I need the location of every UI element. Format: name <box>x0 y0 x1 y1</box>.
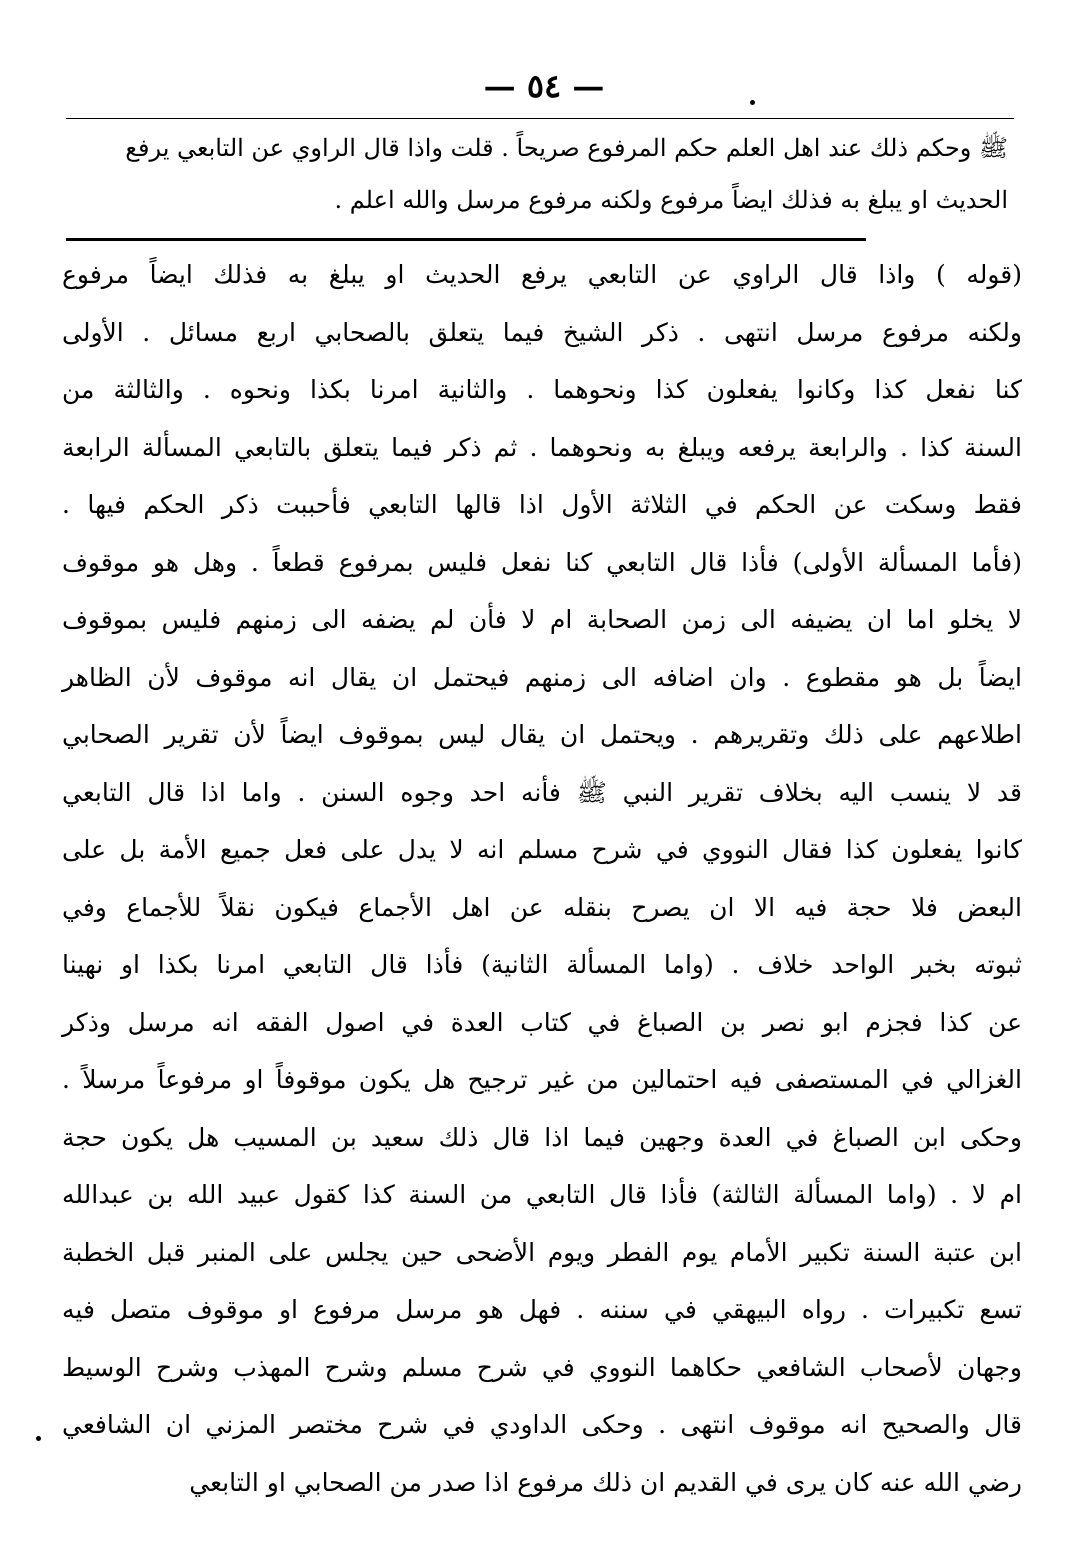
header-rule <box>66 118 1014 119</box>
text-line: الغزالي في المستصفى فيه احتمالين من غير ترجيح هل يكون موقوفاً او مرفوعاً مرسلاً . <box>62 1065 1022 1094</box>
text-line: رضي الله عنه كان يرى في القديم ان ذلك مرفوع اذا صدر من الصحابي او التابعي <box>189 1467 1022 1497</box>
page-number: — ٥٤ — <box>483 67 605 105</box>
footnote-line: الحديث او يبلغ به فذلك ايضاً مرفوع ولكنه مرفوع مرسل والله اعلم . <box>334 186 1008 214</box>
text-line: ام لا . (واما المسألة الثالثة) فأذا قال التابعي من السنة كذا كقول عبيد الله بن عبدالله <box>62 1180 1022 1209</box>
text-line: كانوا يفعلون كذا فقال النووي في شرح مسلم انه لا يدل على فعل جميع الأمة بل على <box>62 835 1022 864</box>
text-line: السنة كذا . والرابعة يرفعه ويبلغ به ونحوهما . ثم ذكر فيما يتعلق بالتابعي المسألة الرابعة <box>62 432 1022 462</box>
ink-dot <box>36 1436 41 1441</box>
text-line: اطلاعهم على ذلك وتقريرهم . ويحتمل ان يقال ليس بموقوف ايضاً لأن تقرير الصحابي <box>62 720 1022 749</box>
text-line: وحكى ابن الصباغ في العدة وجهين فيما اذا قال ذلك سعيد بن المسيب هل يكون حجة <box>62 1122 1022 1152</box>
main-text-block <box>62 246 1022 1511</box>
text-line: ولكنه مرفوع مرسل انتهى . ذكر الشيخ فيما يتعلق بالصحابي اربع مسائل . الأولى <box>62 317 1022 347</box>
text-line: قال والصحيح انه موقوف انتهى . وحكى الداودي في شرح مختصر المزني ان الشافعي <box>62 1410 1022 1439</box>
text-line: تسع تكبيرات . رواه البيهقي في سننه . فهل هو مرسل مرفوع او موقوف متصل فيه <box>62 1295 1022 1324</box>
text-line: كنا نفعل كذا وكانوا يفعلون كذا ونحوهما . والثانية امرنا بكذا ونحوه . والثالثة من <box>62 375 1022 404</box>
footnote-separator-rule <box>66 238 866 241</box>
text-line: (قوله ) واذا قال الراوي عن التابعي يرفع الحديث او يبلغ به فذلك ايضاً مرفوع <box>62 260 1022 289</box>
text-line: البعض فلا حجة فيه الا ان يصرح بنقله عن اهل الأجماع فيكون نقلاً للأجماع وفي <box>62 892 1022 922</box>
text-line: قد لا ينسب اليه بخلاف تقرير النبي ﷺ فأنه احد وجوه السنن . واما اذا قال التابعي <box>62 777 1022 807</box>
text-line: ايضاً بل هو مقطوع . وان اضافه الى زمنهم فيحتمل ان يقال انه موقوف لأن الظاهر <box>62 662 1022 692</box>
footnote-line: ﷺ وحكم ذلك عند اهل العلم حكم المرفوع صريحاً . قلت واذا قال الراوي عن التابعي يرفع <box>125 134 1008 162</box>
footnote-block <box>70 122 1008 226</box>
text-line: وجهان لأصحاب الشافعي حكاهما النووي في شرح مسلم وشرح المهذب وشرح الوسيط <box>62 1352 1022 1382</box>
text-line: ثبوته بخبر الواحد خلاف . (واما المسألة الثانية) فأذا قال التابعي امرنا بكذا او نهينا <box>62 950 1022 979</box>
text-line: عن كذا فجزم ابو نصر بن الصباغ في كتاب العدة في اصول الفقه انه مرسل وذكر <box>62 1007 1022 1037</box>
text-line: ابن عتبة السنة تكبير الأمام يوم الفطر ويوم الأضحى حين يجلس على المنبر قبل الخطبة <box>62 1237 1022 1267</box>
text-line: (فأما المسألة الأولى) فأذا قال التابعي كنا نفعل فليس بمرفوع قطعاً . وهل هو موقوف <box>62 547 1022 577</box>
text-line: لا يخلو اما ان يضيفه الى زمن الصحابة ام لا فأن لم يضفه الى زمنهم فليس بموقوف <box>62 605 1022 634</box>
text-line: فقط وسكت عن الحكم في الثلاثة الأول اذا قالها التابعي فأحببت ذكر الحكم فيها . <box>62 490 1022 519</box>
ink-dot <box>750 100 755 105</box>
